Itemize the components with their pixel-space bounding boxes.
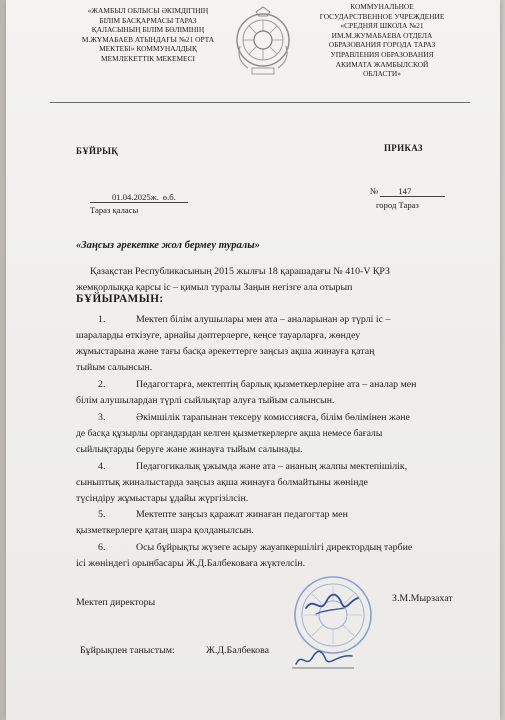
- header-right-line: УПРАВЛЕНИЯ ОБРАЗОВАНИЯ: [330, 49, 434, 59]
- item-number: 1.: [98, 314, 106, 325]
- item-number: 2.: [98, 379, 106, 390]
- item-line: сыйлықтарды беруге және жинауға тыйым салынады.: [76, 444, 303, 455]
- city-ru: город Тараз: [376, 200, 419, 210]
- intro-line-2: жемқорлыққа қарсы іс – қимыл туралы Заңын негізге ала отырып: [76, 282, 353, 293]
- header-right-line: «СРЕДНЯЯ ШКОЛА №21: [340, 21, 424, 31]
- order-word: БҰЙЫРАМЫН:: [76, 293, 164, 305]
- header-left-line: ҚАЛАСЫНЫҢ БІЛІМ БӨЛІМІНІҢ: [91, 25, 205, 35]
- header-divider: [50, 102, 470, 103]
- order-date-suffix: ө.б.: [161, 192, 188, 203]
- state-emblem-icon: [234, 6, 292, 78]
- intro-line-1: Қазақстан Республикасының 2015 жылғы 18 қарашадағы № 410-V ҚРЗ: [90, 266, 390, 277]
- item-line: білім алушылардан түрлі сыйлықтар алуға тыйым салынсын.: [76, 395, 335, 406]
- item-line: Педагогтарға, мектептің барлық қызметкерлеріне ата – аналар мен: [136, 379, 417, 390]
- item-line: тыйым салынсын.: [76, 362, 153, 373]
- header-left-kz: [64, 6, 232, 64]
- document-page: [6, 0, 500, 720]
- item-number: 6.: [98, 542, 106, 553]
- order-title: «Заңсыз әрекетке жол бермеу туралы»: [76, 240, 260, 251]
- order-number: 147: [380, 186, 445, 197]
- header-left-line: «ЖАМБЫЛ ОБЛЫСЫ ӘКІМДІГІНІҢ: [87, 6, 209, 15]
- acquainted-name: Ж.Д.Балбекова: [206, 645, 270, 656]
- acquainted-label: Бұйрықпен таныстым:: [80, 645, 175, 656]
- header-right-line: ГОСУДАРСТВЕННОЕ УЧРЕЖДЕНИЕ: [319, 11, 445, 21]
- doc-type-kz: БҰЙРЫҚ: [76, 146, 119, 156]
- order-date: 01.04.2025ж.: [90, 192, 161, 203]
- item-line: Мектепте заңсыз қаражат жинаған педагогтар мен: [136, 509, 348, 520]
- handwritten-signature-icon: [292, 646, 356, 672]
- director-name: З.М.Мырзахат: [392, 593, 453, 604]
- item-line: ісі жөніндегі орынбасары Ж.Д.Балбековаға жүктелсін.: [76, 558, 306, 569]
- official-stamp-icon: [292, 574, 374, 656]
- item-number: 5.: [98, 509, 106, 520]
- item-line: Осы бұйрықты жүзеге асыру жауапкершілігі директордың тәрбие: [136, 542, 413, 553]
- header-left-line: МЕМЛЕКЕТТІК МЕКЕМЕСІ: [101, 53, 195, 63]
- doc-type-ru: ПРИКАЗ: [384, 143, 423, 153]
- order-number-line: [370, 186, 445, 196]
- item-line: жұмыстарына және тағы басқа әрекеттерге заңсыз ақша жинауға қатаң: [76, 346, 375, 357]
- item-line: Әкімшілік тарапынан тексеру комиссиясға, білім бөлімінен және: [136, 412, 410, 423]
- item-line: қызметкерлерге қатаң шара қолданылсын.: [76, 525, 254, 536]
- item-line: сыныптық жиналыстарда заңсыз ақша жинауға болмайтыны жөнінде: [76, 477, 368, 488]
- header-right-line: ОБЛАСТИ»: [363, 69, 401, 79]
- item-number: 4.: [98, 461, 106, 472]
- item-line: түсіндіру жұмыстары ұдайы жүргізілсін.: [76, 493, 249, 504]
- header-right-line: ИМ.М.ЖУМАБАЕВА ОТДЕЛА: [331, 30, 433, 40]
- order-number-prefix: №: [370, 186, 379, 196]
- header-right-ru: [302, 2, 462, 79]
- item-line: шараларды өткізуге, арнайы дәптерлерге, кеңсе тауарларға, жөндеу: [76, 330, 361, 341]
- item-line: де басқа құзырлы органдардан келген қызметкерлерге ақша немесе бағалы: [76, 428, 383, 439]
- header-left-line: МЕКТЕБІ» КОММУНАЛДЫҚ: [99, 44, 197, 54]
- header-left-line: БІЛІМ БАСҚАРМАСЫ ТАРАЗ: [99, 15, 197, 25]
- header-left-line: М.ЖҰМАБАЕВ АТЫНДАҒЫ №21 ОРТА: [81, 34, 215, 44]
- director-label: Мектеп директоры: [76, 597, 156, 608]
- item-number: 3.: [98, 412, 106, 423]
- item-line: Педагогикалық ұжымда және ата – ананың жалпы мектепішілік,: [136, 461, 408, 472]
- header-right-line: ОБРАЗОВАНИЯ ГОРОДА ТАРАЗ: [328, 40, 436, 50]
- city-kz: Тараз қаласы: [90, 205, 139, 215]
- item-line: Мектеп білім алушылары мен ата – аналарынан әр түрлі іс –: [136, 314, 391, 325]
- header-right-line: АКИМАТА ЖАМБЫЛСКОЙ: [335, 59, 429, 69]
- order-date-line: [90, 192, 188, 202]
- header-right-line: КОММУНАЛЬНОЕ: [350, 2, 414, 11]
